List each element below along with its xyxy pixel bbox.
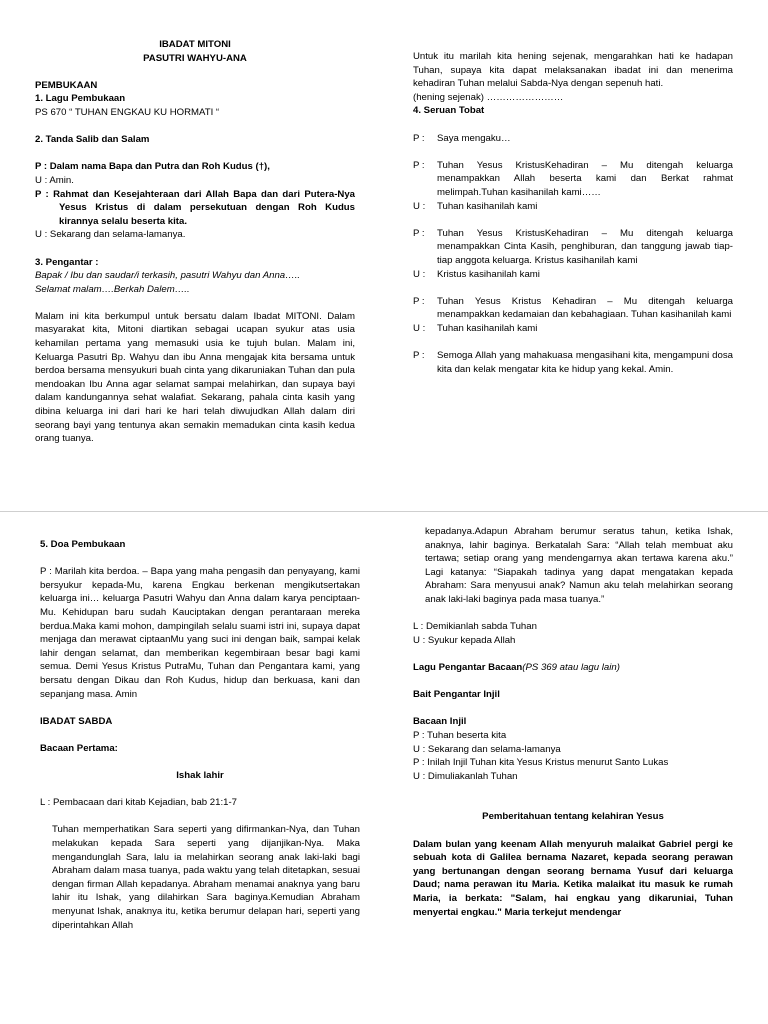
salam-p1: P : Dalam nama Bapa dan Putra dan Roh Kudus (†), (35, 161, 270, 173)
salam-p2: P : Rahmat dan Kesejahteraan dari Allah Bapa dan dari Putera-Nya Yesus Kristus di dalam persekutuan dengan Roh Kudus kirannya selalu beserta kita. (35, 188, 355, 227)
doa-text: P : Marilah kita berdoa. – Bapa yang maha pengasih dan penyayang, kami bersyukur kepada-Mu, karena Engkau berkenan mengikutsertakan keluarga ini… keluarga Pasutri Wahyu dan Anna dalam karya penciptaan-Mu. Kehidupan baru sudah Kauciptakan dengan perantaraan mereka berdua.Maka kami mohon, dampingilah selalu suami istri ini, supaya dapat menjaga dan merawat ciptaanMu yang suci ini dengan baik, sampai kelak lahir dengan selamat, dan memberikan kegembiraan besar bagi kami semua. Demi Yesus Kristus PutraMu, Tuhan dan Pengantara kami, yang bersatu dengan Dikau dan Roh Kudus, hidup dan berkuasa, kani dan sepanjang masa. Amin (40, 566, 360, 700)
seruan-item-label: P : (413, 159, 425, 171)
seruan-item-text: Tuhan kasihanilah kami (437, 200, 538, 212)
injil-p1: P : Tuhan beserta kita (413, 729, 507, 741)
bacaan-pertama-heading: Bacaan Pertama: (40, 742, 118, 754)
intro-paragraph: Untuk itu marilah kita hening sejenak, mengarahkan hati ke hadapan Tuhan, supaya kita dapat melaksanakan ibadat ini dan menerima kehadiran Tuhan melalui Sabda-Nya dengan sepenuh hati. (413, 51, 733, 90)
injil-u1: U : Sekarang dan selama-lamanya (413, 743, 561, 755)
seruan-list (413, 132, 733, 377)
bacaan-injil-heading: Bacaan Injil (413, 716, 467, 728)
ibadat-sabda-heading: IBADAT SABDA (40, 715, 113, 727)
demikian-line: L : Demikianlah sabda Tuhan (413, 621, 537, 633)
doc-title: IBADAT MITONI (159, 39, 231, 50)
injil-p2: P : Inilah Injil Tuhan kita Yesus Kristus menurut Santo Lukas (413, 757, 669, 769)
seruan-item (413, 322, 733, 336)
seruan-item-label: U : (413, 268, 426, 280)
seruan-item-text: Tuhan Yesus KristusKehadiran – Mu ditengah keluarga menampakkan Allah beserta kami dan Berkat rahmat melimpah.Tuhan kasihanilah kami…… (437, 159, 733, 198)
page-1 (35, 38, 355, 446)
seruan-item-text: Tuhan Yesus KristusKehadiran – Mu ditengah keluarga menampakkan Cinta Kasih, penghiburan, dan tanggung jawab tiap-tiap anggota keluarga. Kristus kasihanilah kami (437, 227, 733, 266)
seruan-item-text: Tuhan Yesus Kristus Kehadiran – Mu ditengah keluarga menampakkan kedamaian dan kebahagiaan. Tuhan kasihanilah kami (437, 295, 733, 321)
hening-text: (hening sejenak) …………………… (413, 91, 564, 103)
lagu-text: PS 670 “ TUHAN ENGKAU KU HORMATI “ (35, 106, 220, 118)
lagu-heading: 1. Lagu Pembukaan (35, 93, 126, 105)
gabriel-paragraph: Dalam bulan yang keenam Allah menyuruh malaikat Gabriel pergi ke sebuah kota di Galilea bernama Nazaret, kepada seorang perawan yang bertunangan dengan seorang bernama Yusuf dari keluarga Daud; nama perawan itu Maria. Ketika malaikat itu masuk ke rumah Maria, ia berkata: "Salam, hai engkau yang dikaruniai, Tuhan menyertai engkau." Maria terkejut mendengar (413, 838, 733, 918)
seruan-item-label: P : (413, 227, 425, 239)
salam-u1: U : Amin. (35, 174, 74, 186)
seruan-item-label: P : (413, 295, 425, 307)
bait-pengantar-heading: Bait Pengantar Injil (413, 689, 500, 701)
syukur-line: U : Syukur kepada Allah (413, 634, 516, 646)
seruan-item (413, 349, 733, 376)
seruan-item-label: P : (413, 132, 425, 144)
lagu-pengantar-label: Lagu Pengantar Bacaan (413, 661, 523, 673)
pengantar-heading: 3. Pengantar : (35, 256, 99, 268)
pengantar-line1: Bapak / Ibu dan saudar/i terkasih, pasutri Wahyu dan Anna….. (35, 270, 301, 282)
reading-paragraph: Tuhan memperhatikan Sara seperti yang difirmankan-Nya, dan Tuhan melakukan kepada Sara seperti yang dijanjikan-Nya. Maka mengandunglah Sara, lalu ia melahirkan seorang anak laki-laki bagi Abraham dalam masa tuanya, pada waktu yang telah ditetapkan, sesuai dengan firman Allah kepadanya. Abraham menamai anaknya yang baru lahir itu Ishak, yang dilahirkan Sara baginya.Kemudian Abraham menyunat Ishak, anaknya itu, ketika berumur delapan hari, seperti yang diperintahkan Allah (52, 824, 360, 931)
reading-continued: kepadanya.Adapun Abraham berumur seratus tahun, ketika Ishak, anaknya, lahir baginya. Berkatalah Sara: “Allah telah membuat aku tertawa; setiap orang yang mendengarnya akan tertawa karena aku.” Lagi katanya: “Siapakah tadinya yang dapat mengatakan kepada Abraham: Sara menyusui anak? Namun aku telah melahirkan seorang anak laki-laki baginya pada masa tuanya.” (425, 526, 733, 605)
pengantar-paragraph: Malam ini kita berkumpul untuk bersatu dalam Ibadat MITONI. Dalam masyarakat kita, Mitoni diartikan sebagai ucapan syukur atas usia kehamilan pertama yang memasuki usia ke tujuh bulan. Malam ini, Keluarga Pasutri Bp. Wahyu dan ibu Anna mengajak kita bersama untuk berdoa bersama mensyukuri buah cinta yang dikaruniakan Tuhan dan pula mendoakan Ibu Anna agar selamat sampai melahirkan, dan supaya bayi dalam kandungannya sehat walafiat. Sekarang, pahala cinta kasih yang dibina keluarga ini dari hari ke hari telah diwujudkan Allah dalam diri seorang bayi yang tentunya akan semakin memadukan cinta kasih kedua orang tuanya. (35, 310, 355, 445)
seruan-heading: 4. Seruan Tobat (413, 105, 485, 117)
seruan-item-label: U : (413, 200, 426, 212)
seruan-item-text: Kristus kasihanilah kami (437, 268, 540, 280)
page-3 (40, 538, 360, 932)
seruan-item-text: Saya mengaku… (437, 132, 511, 144)
seruan-item-label: P : (413, 350, 425, 362)
page-4 (413, 525, 733, 919)
seruan-item (413, 227, 733, 268)
seruan-item-label: U : (413, 322, 426, 334)
seruan-item (413, 132, 733, 146)
page-2 (413, 50, 733, 376)
seruan-item-text: Tuhan kasihanilah kami (437, 322, 538, 334)
pembacaan-line: L : Pembacaan dari kitab Kejadian, bab 21:1-7 (40, 797, 237, 809)
ishak-title: Ishak lahir (176, 770, 224, 782)
seruan-item (413, 295, 733, 322)
salam-u2: U : Sekarang dan selama-lamanya. (35, 229, 186, 241)
seruan-item (413, 200, 733, 214)
seruan-item (413, 159, 733, 200)
lagu-pengantar-note: (PS 369 atau lagu lain) (522, 661, 620, 673)
page-divider (0, 511, 768, 512)
doa-heading: 5. Doa Pembukaan (40, 539, 126, 550)
lagu-pengantar-line (413, 661, 733, 675)
pemberitahuan-heading: Pemberitahuan tentang kelahiran Yesus (482, 811, 664, 823)
doc-subtitle: PASUTRI WAHYU-ANA (143, 52, 247, 64)
pengantar-line2: Selamat malam….Berkah Dalem….. (35, 283, 190, 295)
seruan-item (413, 268, 733, 282)
tanda-heading: 2. Tanda Salib dan Salam (35, 134, 150, 146)
section-pembukaan: PEMBUKAAN (35, 79, 98, 91)
injil-u2: U : Dimuliakanlah Tuhan (413, 770, 518, 782)
seruan-item-text: Semoga Allah yang mahakuasa mengasihani kita, mengampuni dosa kita dan kelak mengatar kita ke hidup yang kekal. Amin. (437, 350, 733, 375)
